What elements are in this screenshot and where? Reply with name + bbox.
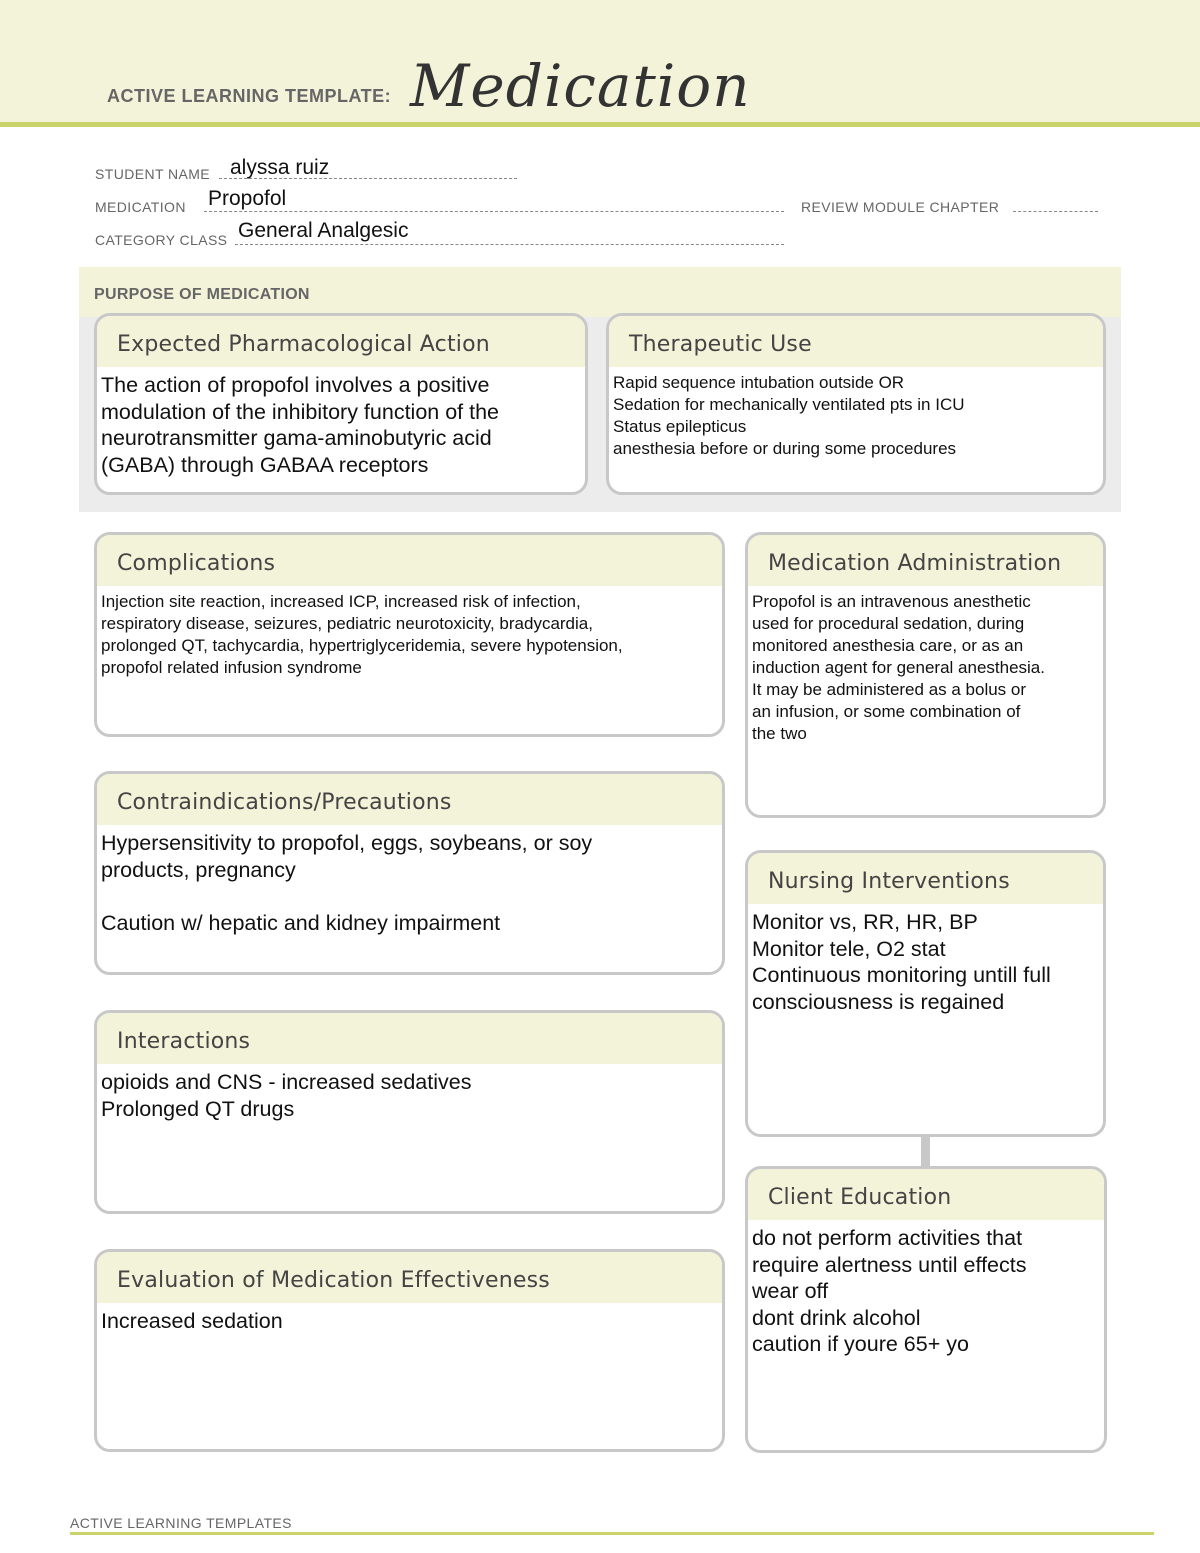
connector-bar xyxy=(921,1136,930,1166)
complications-title: Complications xyxy=(97,535,722,586)
category-class-field[interactable]: General Analgesic xyxy=(238,219,409,242)
contraindications-text[interactable]: Hypersensitivity to propofol, eggs, soybeans, or soy products, pregnancy Caution w/ hepatic and kidney impairment xyxy=(101,831,593,935)
student-name-label: STUDENT NAME xyxy=(95,166,210,182)
student-name-field[interactable]: alyssa ruiz xyxy=(230,156,330,179)
therapeutic-use-text[interactable]: Rapid sequence intubation outside OR Sedation for mechanically ventilated pts in ICU Status epilepticus anesthesia before or during some procedures xyxy=(613,373,965,458)
therapeutic-use-card xyxy=(606,313,1106,495)
interactions-card xyxy=(94,1010,725,1214)
expected-action-title: Expected Pharmacological Action xyxy=(97,316,585,367)
category-class-label: CATEGORY CLASS xyxy=(95,232,228,248)
contraindications-title: Contraindications/Precautions xyxy=(97,774,722,825)
review-module-label: REVIEW MODULE CHAPTER xyxy=(801,199,1000,215)
nursing-interventions-title: Nursing Interventions xyxy=(748,853,1103,904)
footer-rule xyxy=(70,1532,1154,1535)
interactions-title: Interactions xyxy=(97,1013,722,1064)
medication-administration-text[interactable]: Propofol is an intravenous anesthetic used for procedural sedation, during monitored anesthesia care, or as an induction agent for general anesthesia. It may be administered as a bolus or an infusion, or some combination of the two xyxy=(752,592,1045,743)
purpose-label: PURPOSE OF MEDICATION xyxy=(94,286,310,303)
expected-action-card xyxy=(94,313,588,495)
client-education-text[interactable]: do not perform activities that require alertness until effects wear off dont drink alcohol caution if youre 65+ yo xyxy=(752,1226,1027,1356)
medication-field[interactable]: Propofol xyxy=(208,187,287,210)
client-education-title: Client Education xyxy=(748,1169,1104,1220)
nursing-interventions-text[interactable]: Monitor vs, RR, HR, BP Monitor tele, O2 stat Continuous monitoring untill full consciousness is regained xyxy=(752,910,1051,1014)
nursing-interventions-card xyxy=(745,850,1106,1137)
interactions-text[interactable]: opioids and CNS - increased sedatives Prolonged QT drugs xyxy=(101,1070,472,1121)
expected-action-text[interactable]: The action of propofol involves a positive modulation of the inhibitory function of the neurotransmitter gama-aminobutyric acid (GABA) through GABAA receptors xyxy=(101,373,500,477)
evaluation-title: Evaluation of Medication Effectiveness xyxy=(97,1252,722,1303)
complications-text[interactable]: Injection site reaction, increased ICP, increased risk of infection, respiratory disease, seizures, pediatric neurotoxicity, bradycardia, prolonged QT, tachycardia, hypertriglyceridemia, severe hypotension, propofol related infusion syndrome xyxy=(101,592,623,677)
medication-line xyxy=(204,211,784,212)
contraindications-card xyxy=(94,771,725,975)
medication-label: MEDICATION xyxy=(95,199,186,215)
header-rule xyxy=(0,122,1200,127)
footer-label: ACTIVE LEARNING TEMPLATES xyxy=(70,1515,292,1531)
therapeutic-use-title: Therapeutic Use xyxy=(609,316,1103,367)
template-prefix: ACTIVE LEARNING TEMPLATE: xyxy=(107,86,392,106)
evaluation-card xyxy=(94,1249,725,1452)
review-module-line xyxy=(1013,211,1098,212)
complications-card xyxy=(94,532,725,737)
medication-administration-title: Medication Administration xyxy=(748,535,1103,586)
page-title: Medication xyxy=(410,52,751,120)
evaluation-text[interactable]: Increased sedation xyxy=(101,1309,283,1333)
medication-administration-card xyxy=(745,532,1106,818)
category-class-line xyxy=(235,244,784,245)
client-education-card xyxy=(745,1166,1107,1453)
